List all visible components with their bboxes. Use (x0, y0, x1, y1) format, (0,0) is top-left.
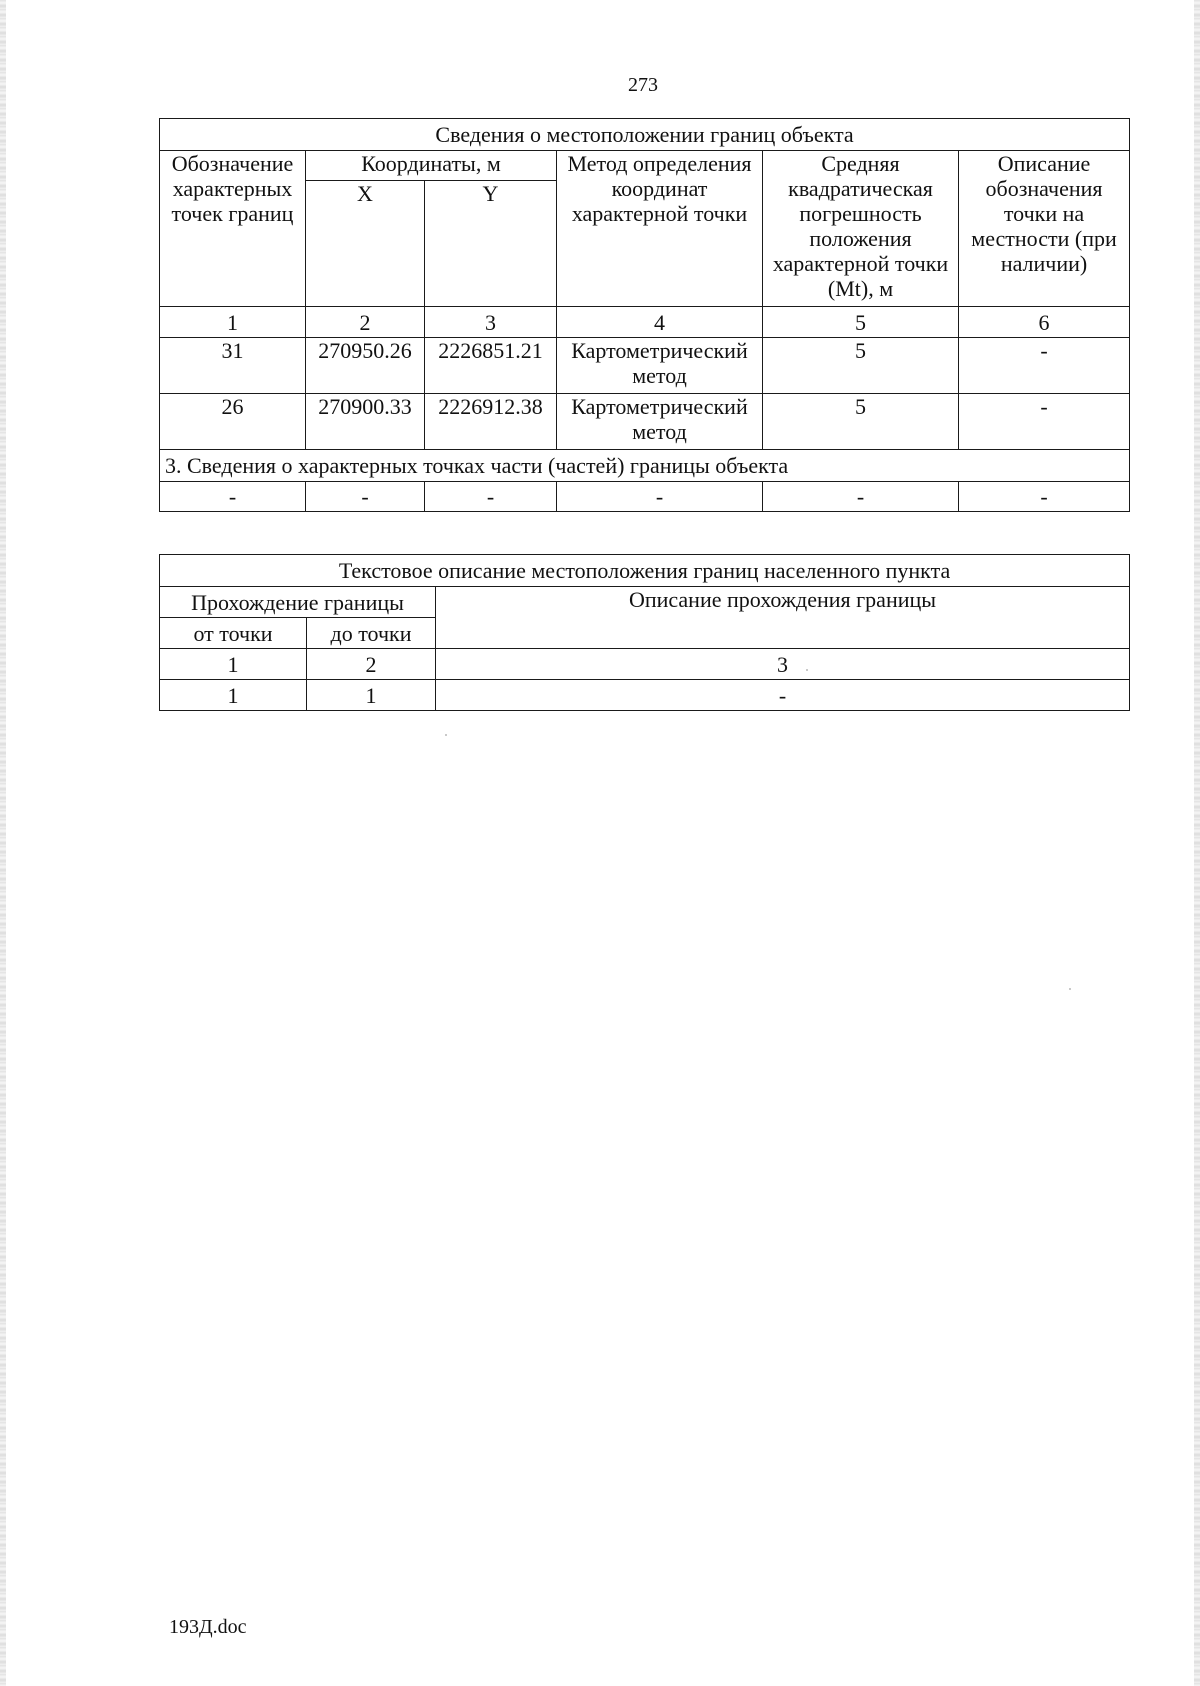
method-cell: Картометрический метод (557, 394, 763, 450)
y-cell: 2226851.21 (425, 338, 557, 394)
passage-description-cell: - (436, 680, 1130, 711)
scan-speck (445, 734, 447, 736)
point-cell: 31 (160, 338, 306, 394)
column-number: 3 (436, 649, 1130, 680)
scan-speck (1069, 988, 1071, 990)
error-cell: 5 (763, 394, 959, 450)
page-number: 273 (628, 74, 658, 96)
error-cell: 5 (763, 338, 959, 394)
scan-edge-right (1194, 0, 1200, 1686)
footer-filename: 193Д.doc (169, 1616, 247, 1638)
header-passage-description: Описание прохождения границы (436, 587, 1130, 649)
column-number: 4 (557, 307, 763, 338)
y-cell: 2226912.38 (425, 394, 557, 450)
scan-edge-left (0, 0, 6, 1686)
boundary-text-description-table (159, 554, 1130, 711)
table-row (160, 394, 1130, 450)
dash-cell: - (160, 482, 306, 512)
to-point-cell: 1 (307, 680, 436, 711)
point-cell: 26 (160, 394, 306, 450)
column-number: 2 (306, 307, 425, 338)
column-number: 1 (160, 307, 306, 338)
boundary-coordinates-table (159, 118, 1130, 512)
header-passage: Прохождение границы (160, 587, 436, 618)
column-number: 1 (160, 649, 307, 680)
dash-cell: - (959, 482, 1130, 512)
dash-cell: - (557, 482, 763, 512)
table-title: Сведения о местоположении границ объекта (160, 119, 1130, 151)
x-cell: 270950.26 (306, 338, 425, 394)
table-title: Текстовое описание местоположения границ населенного пункта (160, 555, 1130, 587)
method-cell: Картометрический метод (557, 338, 763, 394)
from-point-cell: 1 (160, 680, 307, 711)
section-3-title: 3. Сведения о характерных точках части (частей) границы объекта (160, 450, 1130, 482)
header-description: Описание обозначения точки на местности (при наличии) (959, 151, 1130, 307)
x-cell: 270900.33 (306, 394, 425, 450)
column-number: 5 (763, 307, 959, 338)
dash-cell: - (763, 482, 959, 512)
header-x: X (306, 181, 425, 307)
column-number: 6 (959, 307, 1130, 338)
description-cell: - (959, 338, 1130, 394)
scan-speck (806, 669, 808, 671)
dash-cell: - (425, 482, 557, 512)
header-from-point: от точки (160, 618, 307, 649)
table-row (160, 338, 1130, 394)
table-row (160, 680, 1130, 711)
description-cell: - (959, 394, 1130, 450)
header-to-point: до точки (307, 618, 436, 649)
column-number: 3 (425, 307, 557, 338)
table-row (160, 482, 1130, 512)
header-method: Метод определения координат характерной точки (557, 151, 763, 307)
header-y: Y (425, 181, 557, 307)
column-number: 2 (307, 649, 436, 680)
header-coordinates: Координаты, м (306, 151, 557, 181)
header-designation: Обозначение характерных точек границ (160, 151, 306, 307)
header-error: Средняя квадратическая погрешность положения характерной точки (Mt), м (763, 151, 959, 307)
dash-cell: - (306, 482, 425, 512)
